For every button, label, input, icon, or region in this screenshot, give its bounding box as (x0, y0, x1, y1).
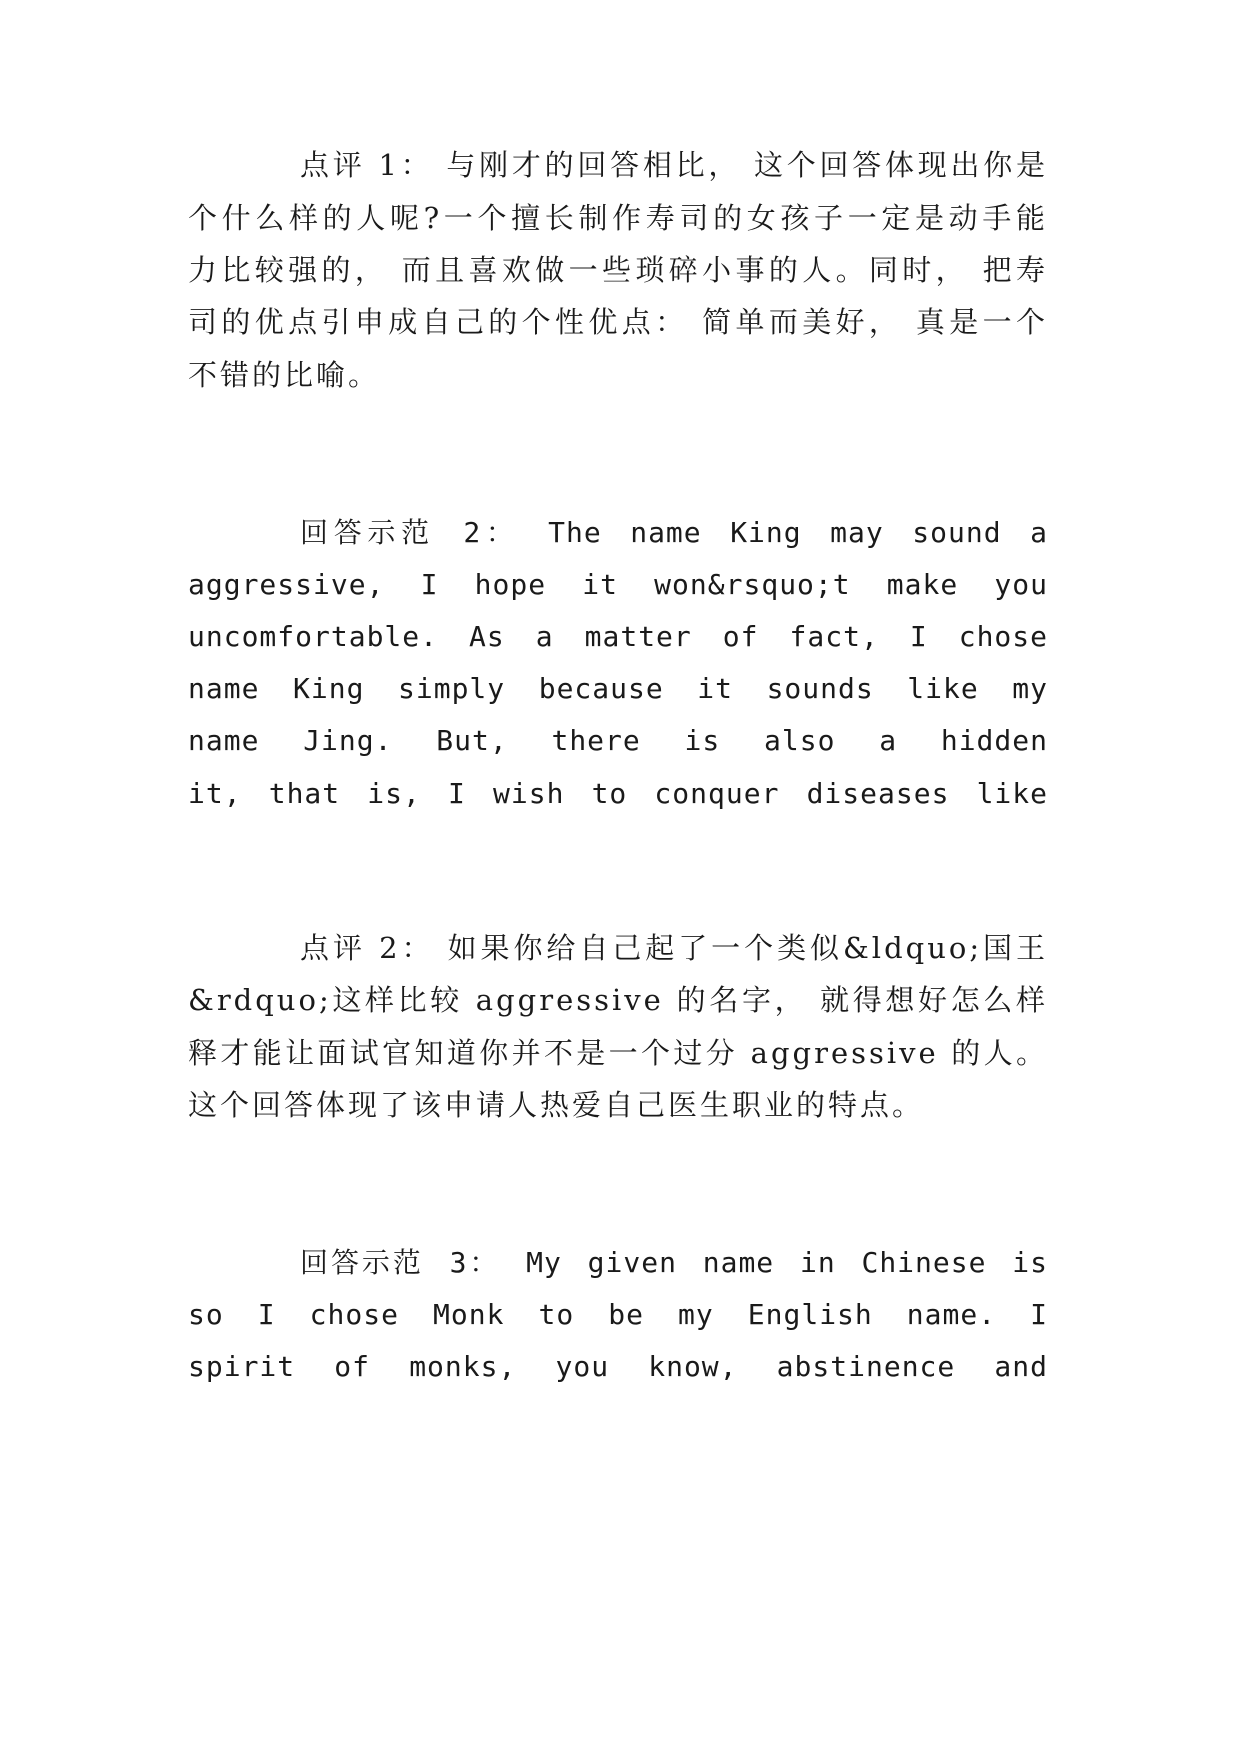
answer3-line-1: 回答示范 3： My given name in Chinese is (300, 1246, 1048, 1279)
answer2-line-2: aggressive, I hope it won&rsquo;t make you (188, 568, 1048, 601)
comment1-line-4: 司的优点引申成自己的个性优点： 简单而美好， 真是一个 (188, 305, 1048, 339)
answer2-line-3: uncomfortable. As a matter of fact, I chose (188, 620, 1048, 653)
answer2-line-5: name Jing. But, there is also a hidden (188, 724, 1048, 757)
comment2-line-1: 点评 2： 如果你给自己起了一个类似&ldquo;国王 (300, 931, 1048, 965)
answer3-line-3: spirit of monks, you know, abstinence and (188, 1350, 1048, 1383)
answer2-line-1: 回答示范 2： The name King may sound a (300, 516, 1048, 549)
comment2-line-2: &rdquo;这样比较 aggressive 的名字， 就得想好怎么样 (188, 983, 1048, 1017)
comment2-line-4: 这个回答体现了该申请人热爱自己医生职业的特点。 (188, 1088, 925, 1122)
answer2-line-4: name King simply because it sounds like my (188, 672, 1048, 705)
comment1-line-2: 个什么样的人呢?一个擅长制作寿司的女孩子一定是动手能 (188, 201, 1048, 235)
comment1-line-5: 不错的比喻。 (188, 358, 381, 392)
answer2-line-6: it, that is, I wish to conquer diseases like (188, 777, 1048, 810)
comment1-line-1: 点评 1： 与刚才的回答相比， 这个回答体现出你是 (300, 148, 1048, 182)
comment2-line-3: 释才能让面试官知道你并不是一个过分 aggressive 的人。 (188, 1036, 1048, 1070)
answer3-line-2: so I chose Monk to be my English name. I (188, 1298, 1048, 1331)
comment1-line-3: 力比较强的， 而且喜欢做一些琐碎小事的人。同时， 把寿 (188, 253, 1048, 287)
